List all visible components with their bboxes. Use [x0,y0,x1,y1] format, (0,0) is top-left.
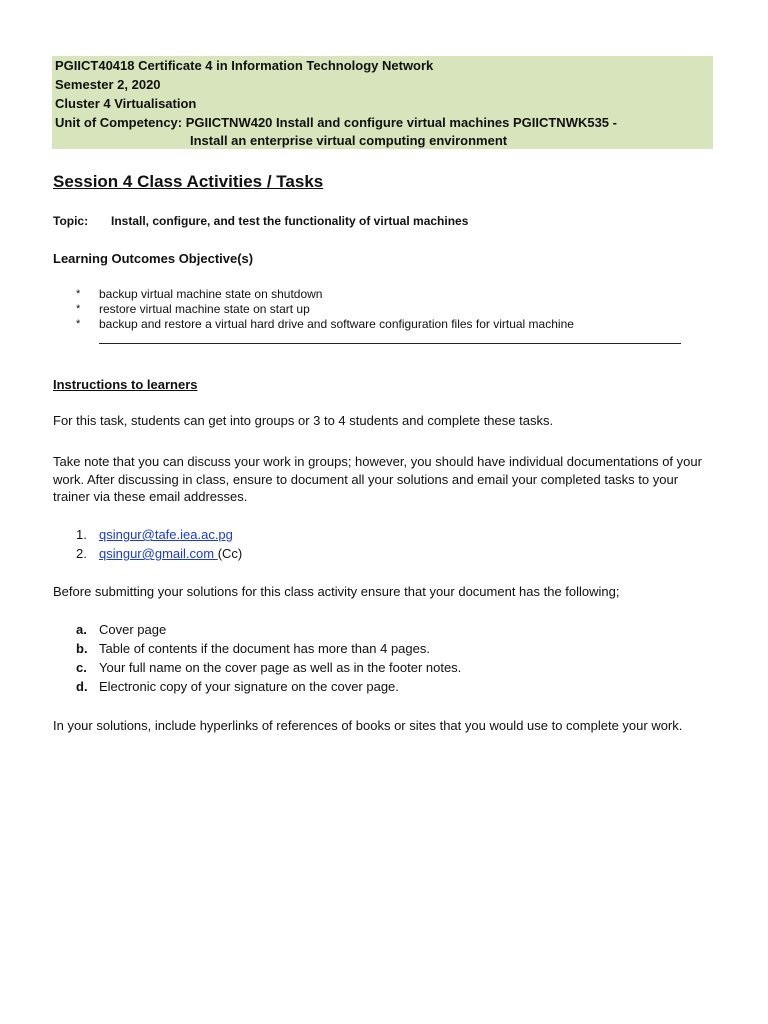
submission-requirements-paragraph: Before submitting your solutions for this class activity ensure that your document has the following; [53,584,620,599]
email-link-primary[interactable]: qsingur@tafe.iea.ac.pg [99,527,233,542]
list-letter: c. [76,660,87,675]
cluster-label: Cluster 4 Virtualisation [55,96,197,111]
topic-label: Topic: [53,214,89,228]
list-number: 1. [76,527,87,542]
bullet-icon: * [76,318,81,330]
list-number: 2. [76,546,87,561]
checklist-text: Table of contents if the document has more than 4 pages. [99,641,430,656]
references-paragraph: In your solutions, include hyperlinks of references of books or sites that you would use to complete your work. [53,718,683,733]
cc-label: (Cc) [217,546,243,561]
checklist-text: Electronic copy of your signature on the cover page. [99,679,399,694]
learning-outcome-text: backup virtual machine state on shutdown [99,287,323,301]
bullet-icon: * [76,303,81,315]
bullet-icon: * [76,288,81,300]
email-link-cc[interactable]: qsingur@gmail.com [99,546,218,561]
checklist-text: Cover page [99,622,167,637]
list-letter: d. [76,679,88,694]
learning-outcome-text: restore virtual machine state on start up [99,302,310,316]
unit-of-competency-continued: Install an enterprise virtual computing environment [190,133,508,148]
blank-rule-line [99,343,681,344]
course-title: PGIICT40418 Certificate 4 in Information Technology Network [55,58,434,73]
learning-outcome-text: backup and restore a virtual hard drive and software configuration files for virtual machine [99,317,574,331]
unit-of-competency: Unit of Competency: PGIICTNW420 Install and configure virtual machines PGIICTNWK535 - [55,115,617,130]
documentation-instruction-paragraph: Take note that you can discuss your work in groups; however, you should have individual documentations of your work. After discussing in class, ensure to document all your solutions and email your completed tasks to your trainer via these email addresses. [53,454,702,504]
instructions-heading: Instructions to learners [53,377,198,392]
list-letter: a. [76,622,87,637]
topic-text: Install, configure, and test the functionality of virtual machines [111,214,469,228]
semester-label: Semester 2, 2020 [55,77,161,92]
page-title: Session 4 Class Activities / Tasks [53,172,324,191]
checklist-text: Your full name on the cover page as well as in the footer notes. [99,660,462,675]
list-letter: b. [76,641,88,656]
group-instruction-paragraph: For this task, students can get into groups or 3 to 4 students and complete these tasks. [53,413,554,428]
learning-outcomes-heading: Learning Outcomes Objective(s) [53,251,254,266]
